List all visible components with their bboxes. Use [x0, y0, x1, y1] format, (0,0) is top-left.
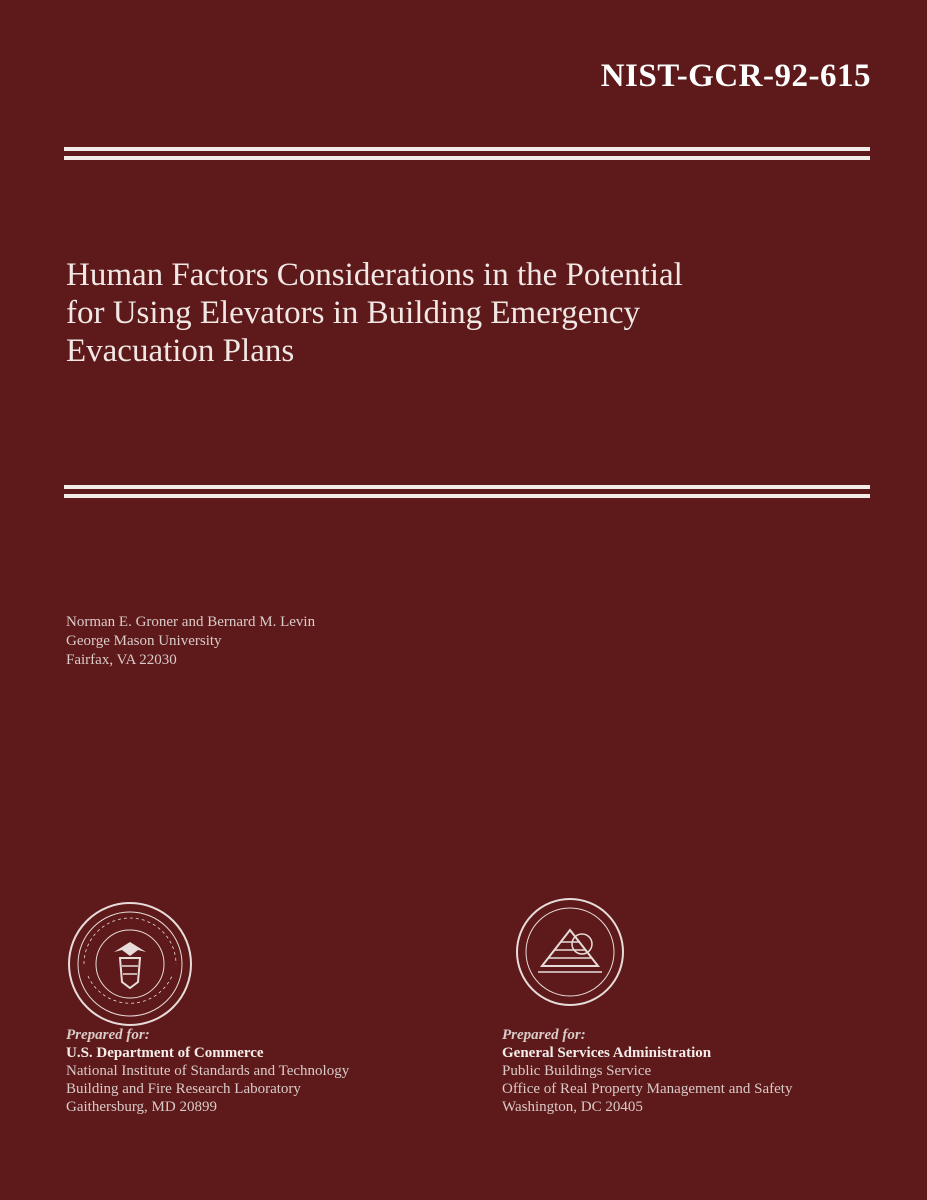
agency-line: Public Buildings Service — [502, 1063, 652, 1079]
top-double-rule — [64, 147, 870, 160]
agency-name: General Services Administration — [502, 1045, 712, 1061]
agency-line: Gaithersburg, MD 20899 — [66, 1099, 217, 1115]
agency-line: National Institute of Standards and Technology — [66, 1063, 350, 1079]
author-block — [66, 613, 315, 670]
author-names: Norman E. Groner and Bernard M. Levin — [66, 614, 316, 630]
prepared-for-gsa — [502, 1026, 792, 1116]
department-of-commerce-seal-icon — [68, 902, 192, 1026]
agency-line: Building and Fire Research Laboratory — [66, 1081, 301, 1097]
general-services-administration-seal-icon — [516, 898, 624, 1006]
report-number: NIST-GCR-92-615 — [600, 58, 871, 94]
author-institution: George Mason University — [66, 633, 222, 649]
title-line: Evacuation Plans — [66, 333, 295, 369]
agency-name: U.S. Department of Commerce — [66, 1045, 264, 1061]
agency-line: Washington, DC 20405 — [502, 1099, 643, 1115]
agency-line: Office of Real Property Management and Safety — [502, 1081, 793, 1097]
prepared-for-label: Prepared for: — [502, 1027, 586, 1043]
report-title — [66, 256, 856, 370]
title-line: for Using Elevators in Building Emergency — [66, 295, 641, 331]
prepared-for-commerce — [66, 1026, 349, 1116]
author-address: Fairfax, VA 22030 — [66, 652, 177, 668]
prepared-for-label: Prepared for: — [66, 1027, 150, 1043]
title-line: Human Factors Considerations in the Potential — [66, 257, 683, 293]
bottom-double-rule — [64, 485, 870, 498]
